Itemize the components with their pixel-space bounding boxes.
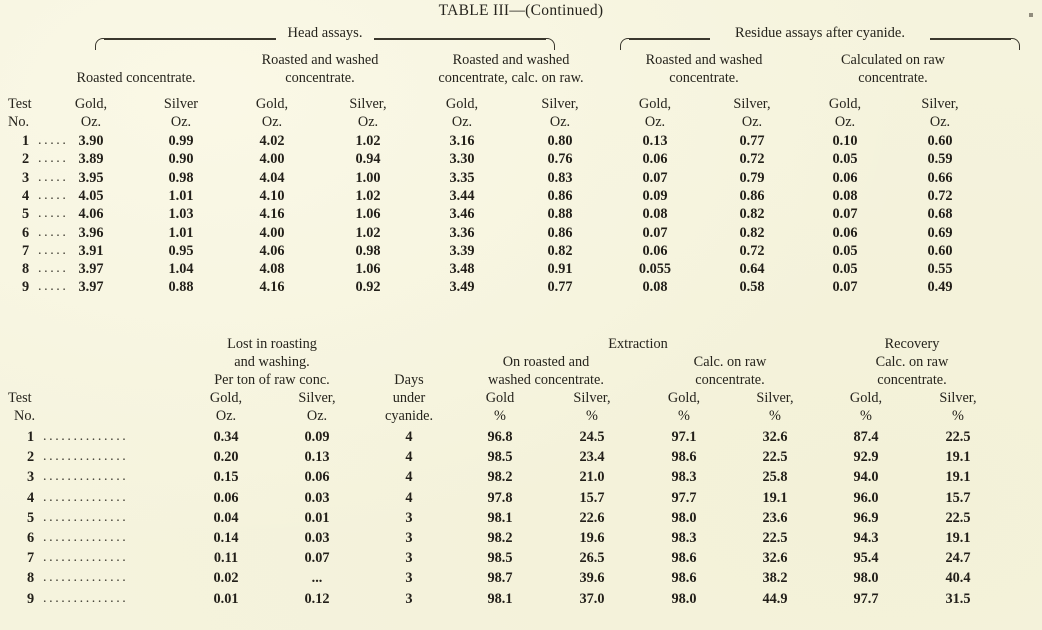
- table2-cell: 0.01: [213, 590, 239, 607]
- table1-row-leader: .....: [38, 151, 69, 167]
- table2-section-title: Recovery: [884, 336, 940, 352]
- table1-cell: 0.05: [832, 242, 858, 259]
- table2-header-metal: Silver,: [298, 390, 336, 406]
- table1-header-metal: Silver,: [921, 96, 959, 112]
- table2-header-unit: %: [952, 408, 964, 424]
- table2-cell: 38.2: [762, 570, 788, 587]
- table1-rowlabel-line1: Test: [8, 96, 32, 112]
- table2-cell: 98.2: [487, 469, 513, 486]
- table2-row-leader: ..............: [43, 590, 129, 606]
- table1-row-leader: .....: [38, 206, 69, 222]
- table2-cell: 98.5: [487, 550, 513, 567]
- table2-cell: 0.07: [304, 550, 330, 567]
- table1-cell: 0.91: [547, 261, 573, 278]
- table1-header-unit: Oz.: [451, 114, 473, 130]
- table1-cell: 0.49: [927, 279, 953, 296]
- table1-row-leader: .....: [38, 261, 69, 277]
- table1-cell: 3.35: [449, 169, 475, 186]
- table1-group-title-line2: concentrate.: [858, 70, 928, 86]
- table1-cell: 3.49: [449, 279, 475, 296]
- table2-cell: 98.6: [671, 570, 697, 587]
- table2-cell: 98.1: [487, 509, 513, 526]
- table2-cell: 39.6: [579, 570, 605, 587]
- table2-cell: 40.4: [945, 570, 971, 587]
- table1-cell: 0.08: [642, 206, 668, 223]
- table1-row-leader: .....: [38, 169, 69, 185]
- table1-cell: 0.98: [168, 169, 194, 186]
- table1-group-rule: [95, 27, 555, 49]
- table2-group-title-line2: On roasted and: [502, 354, 590, 370]
- table1-group-title-line1: Roasted and washed: [645, 52, 763, 68]
- table2-row-leader: ..............: [43, 469, 129, 485]
- table1-cell: 1.04: [168, 261, 194, 278]
- table2-row-number: 4: [27, 489, 35, 506]
- group-rule-cap-right: [1010, 38, 1020, 50]
- table2-cell: 98.0: [671, 590, 697, 607]
- table1-cell: 0.08: [642, 279, 668, 296]
- table1-cell: 0.59: [927, 151, 953, 168]
- table2-group-title-line3: Per ton of raw conc.: [214, 372, 330, 388]
- table2-cell: 98.6: [671, 550, 697, 567]
- table1-cell: 0.13: [642, 133, 668, 149]
- table1-cell: 0.07: [832, 206, 858, 223]
- table1-cell: 0.82: [547, 242, 573, 259]
- table2-section-title: Extraction: [608, 336, 668, 352]
- table1-group-title-line2: Roasted concentrate.: [76, 70, 196, 86]
- table2-cell: 4: [405, 449, 413, 466]
- table2-cell: 0.12: [304, 590, 330, 607]
- table2-cell: 98.0: [853, 570, 879, 587]
- table2-row-leader: ..............: [43, 429, 129, 444]
- table2-cell: 22.5: [762, 449, 788, 466]
- table2-cell: 24.5: [579, 429, 605, 445]
- table1-header-unit: Oz.: [741, 114, 763, 130]
- table1-cell: 1.02: [355, 224, 381, 241]
- table1-group-title-line2: concentrate.: [669, 70, 739, 86]
- table2-cell: 98.3: [671, 469, 697, 486]
- table1-header-metal: Gold,: [255, 96, 289, 112]
- table2-cell: 96.9: [853, 509, 879, 526]
- table1-cell: 0.77: [739, 133, 765, 149]
- table2-cell: 94.0: [853, 469, 879, 486]
- table2-row-leader: ..............: [43, 530, 129, 545]
- table1-header-metal: Silver: [163, 96, 199, 112]
- table1-rowlabel-line2: No.: [8, 114, 30, 130]
- table1-header-unit: Oz.: [357, 114, 379, 130]
- table1-row-number: 1: [22, 133, 30, 149]
- table2-row-leader: ..............: [43, 449, 129, 465]
- table2-header-metal: Gold,: [667, 390, 701, 406]
- table2-cell: 0.06: [304, 469, 330, 486]
- table2-cell: 32.6: [762, 429, 788, 445]
- group-rule-bar-left: [104, 38, 276, 40]
- table1-cell: 3.90: [78, 133, 104, 149]
- table1-cell: 0.05: [832, 151, 858, 168]
- table1-cell: 3.96: [78, 224, 104, 241]
- table1-cell: 3.39: [449, 242, 475, 259]
- table1-row-leader: .....: [38, 224, 69, 240]
- table1-header-metal: Gold,: [74, 96, 108, 112]
- table1-cell: 0.07: [832, 279, 858, 296]
- table1-cell: 4.10: [259, 187, 285, 204]
- table1-cell: 3.36: [449, 224, 475, 241]
- table1-cell: 4.04: [259, 169, 285, 186]
- table2-cell: 0.34: [213, 429, 239, 445]
- table2-row-number: 1: [27, 429, 35, 445]
- table2-header-under: under: [392, 390, 426, 406]
- table2-header-unit: Oz.: [306, 408, 328, 424]
- table1-cell: 0.07: [642, 224, 668, 241]
- table1-cell: 0.80: [547, 133, 573, 149]
- table1-row-number: 4: [22, 187, 30, 204]
- table2-cell: 3: [405, 550, 413, 567]
- table1-cell: 1.02: [355, 187, 381, 204]
- table2-cell: 98.2: [487, 530, 513, 546]
- table2-cell: 97.1: [671, 429, 697, 445]
- table2-rowlabel-line1: Test: [8, 390, 32, 406]
- table1-cell: 0.95: [168, 242, 194, 259]
- table2-row-number: 8: [27, 570, 35, 587]
- table1-cell: 0.09: [642, 187, 668, 204]
- table2-cell: 19.1: [945, 530, 971, 546]
- table2-cell: 19.1: [945, 449, 971, 466]
- table2-cell: 23.6: [762, 509, 788, 526]
- table2-cell: 4: [405, 469, 413, 486]
- table1-cell: 4.02: [259, 133, 285, 149]
- table1-cell: 0.60: [927, 242, 953, 259]
- table1-header-metal: Silver,: [541, 96, 579, 112]
- table1-group-title-line1: Calculated on raw: [840, 52, 946, 68]
- table1-cell: 0.86: [547, 187, 573, 204]
- table1-cell: 3.97: [78, 279, 104, 296]
- table1-cell: 0.58: [739, 279, 765, 296]
- table1-group-title-line1: Roasted and washed: [261, 52, 379, 68]
- table1-cell: 1.06: [355, 206, 381, 223]
- table1-cell: 0.98: [355, 242, 381, 259]
- table2-cell: 97.7: [853, 590, 879, 607]
- table2-cell: 92.9: [853, 449, 879, 466]
- table2-row-leader: ..............: [43, 489, 129, 505]
- table2-cell: 19.1: [945, 469, 971, 486]
- table1-header-unit: Oz.: [80, 114, 102, 130]
- page-title: TABLE III—(Continued): [438, 2, 604, 19]
- table2-row-leader: ..............: [43, 509, 129, 525]
- table1-cell: 0.10: [832, 133, 858, 149]
- table1-cell: 4.06: [259, 242, 285, 259]
- table1-cell: 1.01: [168, 224, 194, 241]
- table1-cell: 4.00: [259, 151, 285, 168]
- table2-row-number: 3: [27, 469, 35, 486]
- table1-cell: 4.16: [259, 279, 285, 296]
- table1-header-metal: Gold,: [828, 96, 862, 112]
- table2-cell: 22.5: [762, 530, 788, 546]
- table2-cell: 32.6: [762, 550, 788, 567]
- table1-cell: 0.05: [832, 261, 858, 278]
- group-rule-cap-left: [620, 38, 630, 50]
- table1-row-number: 7: [22, 242, 30, 259]
- table1-cell: 0.92: [355, 279, 381, 296]
- table2-cell: 25.8: [762, 469, 788, 486]
- table2-cell: 0.06: [213, 489, 239, 506]
- table2-header-unit: %: [494, 408, 506, 424]
- table1-cell: 1.00: [355, 169, 381, 186]
- table1-cell: 0.07: [642, 169, 668, 186]
- table2-cell: 21.0: [579, 469, 605, 486]
- table1-header-unit: Oz.: [929, 114, 951, 130]
- table1-cell: 3.89: [78, 151, 104, 168]
- table1-cell: 0.82: [739, 206, 765, 223]
- table2-cell: 19.6: [579, 530, 605, 546]
- table2-cell: 98.6: [671, 449, 697, 466]
- table2-cell: 3: [405, 590, 413, 607]
- table1-row-leader: .....: [38, 242, 69, 258]
- table2-cell: 0.11: [213, 550, 239, 567]
- table1-cell: 0.72: [739, 242, 765, 259]
- table2-header-metal: Gold: [485, 390, 515, 406]
- table1-header-metal: Gold,: [445, 96, 479, 112]
- table1-cell: 0.86: [547, 224, 573, 241]
- table1-cell: 0.76: [547, 151, 573, 168]
- table2-cell: 98.3: [671, 530, 697, 546]
- table1-cell: 0.79: [739, 169, 765, 186]
- table1-row-number: 9: [22, 279, 30, 296]
- table1-header-unit: Oz.: [261, 114, 283, 130]
- table2-cell: 98.1: [487, 590, 513, 607]
- table1-cell: 0.055: [638, 261, 672, 278]
- table1-row-leader: .....: [38, 133, 69, 148]
- table1-cell: 0.88: [168, 279, 194, 296]
- table2-cell: 15.7: [945, 489, 971, 506]
- table2-cell: 0.20: [213, 449, 239, 466]
- table1-header-unit: Oz.: [170, 114, 192, 130]
- table2-cell: 22.5: [945, 509, 971, 526]
- table2-cell: 97.8: [487, 489, 513, 506]
- table1-cell: 3.30: [449, 151, 475, 168]
- table1-cell: 0.06: [642, 151, 668, 168]
- table1-cell: 4.06: [78, 206, 104, 223]
- table1-header-unit: Oz.: [549, 114, 571, 130]
- table2-cell: 0.02: [213, 570, 239, 587]
- table2-cell: 97.7: [671, 489, 697, 506]
- table1-cell: 0.69: [927, 224, 953, 241]
- table2-header-unit: %: [769, 408, 781, 424]
- table2-group-title-line1: Lost in roasting: [227, 336, 317, 352]
- table2-cell: 96.8: [487, 429, 513, 445]
- table2-cell: ...: [311, 570, 323, 587]
- table2-cell: 3: [405, 530, 413, 546]
- table1-cell: 0.66: [927, 169, 953, 186]
- group-rule-cap-right: [545, 38, 555, 50]
- table2-cell: 31.5: [945, 590, 971, 607]
- table2-cell: 26.5: [579, 550, 605, 567]
- table2-header-metal: Gold,: [209, 390, 243, 406]
- table1-cell: 0.72: [927, 187, 953, 204]
- table2-cell: 23.4: [579, 449, 605, 466]
- table2-cell: 0.09: [304, 429, 330, 445]
- table2-group-title-line2: and washing.: [234, 354, 310, 370]
- table2-group-title-line2: Calc. on raw: [693, 354, 767, 370]
- table1-cell: 4.16: [259, 206, 285, 223]
- table2-cell: 0.04: [213, 509, 239, 526]
- table1-group-rule: [620, 27, 1020, 49]
- table2-row-number: 2: [27, 449, 35, 466]
- table2-group-title-line3: washed concentrate.: [488, 372, 604, 388]
- table2-cell: 24.7: [945, 550, 971, 567]
- table2-cell: 22.5: [945, 429, 971, 445]
- table2-cell: 15.7: [579, 489, 605, 506]
- table2-row-leader: ..............: [43, 550, 129, 566]
- table1-group-title-line2: concentrate.: [285, 70, 355, 86]
- table2-row-leader: ..............: [43, 570, 129, 586]
- table2-header-days: Days: [394, 372, 424, 388]
- table1-cell: 1.06: [355, 261, 381, 278]
- table2-group-title-line3: concentrate.: [695, 372, 765, 388]
- table1-cell: 1.03: [168, 206, 194, 223]
- table2-cell: 98.5: [487, 449, 513, 466]
- table1-cell: 3.48: [449, 261, 475, 278]
- table1-cell: 4.05: [78, 187, 104, 204]
- table2-cell: 0.15: [213, 469, 239, 486]
- table2-cell: 0.03: [304, 489, 330, 506]
- table1-header-metal: Silver,: [349, 96, 387, 112]
- table2-header-metal: Silver,: [756, 390, 794, 406]
- table2-cell: 0.13: [304, 449, 330, 466]
- table1-cell: 1.02: [355, 133, 381, 149]
- table1-cell: 0.99: [168, 133, 194, 149]
- table1-group-title-line1: Roasted and washed: [452, 52, 570, 68]
- group-rule-cap-left: [95, 38, 105, 50]
- table1-cell: 0.68: [927, 206, 953, 223]
- table1-cell: 0.83: [547, 169, 573, 186]
- table1-cell: 0.06: [642, 242, 668, 259]
- table2-header-metal: Gold,: [849, 390, 883, 406]
- table1-cell: 3.16: [449, 133, 475, 149]
- table1-row-number: 5: [22, 206, 30, 223]
- table1-cell: 0.06: [832, 169, 858, 186]
- table1-cell: 0.55: [927, 261, 953, 278]
- table2-row-number: 6: [27, 530, 35, 546]
- table2-cell: 4: [405, 489, 413, 506]
- table1-cell: 0.82: [739, 224, 765, 241]
- table2-cell: 98.7: [487, 570, 513, 587]
- table1-header-metal: Gold,: [638, 96, 672, 112]
- table2-cell: 4: [405, 429, 413, 445]
- table1-cell: 0.86: [739, 187, 765, 204]
- table1-row-number: 6: [22, 224, 30, 241]
- table1-cell: 3.46: [449, 206, 475, 223]
- table2-cell: 19.1: [762, 489, 788, 506]
- group-rule-label: Head assays.: [287, 25, 363, 41]
- table2-header-unit: Oz.: [215, 408, 237, 424]
- table2-cell: 98.0: [671, 509, 697, 526]
- table1-cell: 4.00: [259, 224, 285, 241]
- table2-cell: 0.01: [304, 509, 330, 526]
- table1-cell: 1.01: [168, 187, 194, 204]
- table2-header-metal: Silver,: [573, 390, 611, 406]
- table1-row-leader: .....: [38, 279, 69, 295]
- paper-speck: [1029, 13, 1033, 17]
- table1-group-title-line2: concentrate, calc. on raw.: [438, 70, 584, 86]
- table1-cell: 3.95: [78, 169, 104, 186]
- table2-header-unit: %: [860, 408, 872, 424]
- table2-cell: 3: [405, 509, 413, 526]
- table1-row-leader: .....: [38, 187, 69, 203]
- table1-cell: 3.44: [449, 187, 475, 204]
- table2-header-metal: Silver,: [939, 390, 977, 406]
- table2-header-cyanide: cyanide.: [384, 408, 434, 424]
- table1-cell: 0.77: [547, 279, 573, 296]
- table1-cell: 0.08: [832, 187, 858, 204]
- table1-cell: 0.64: [739, 261, 765, 278]
- table1-cell: 0.72: [739, 151, 765, 168]
- table2-row-number: 9: [27, 590, 35, 607]
- table2-cell: 44.9: [762, 590, 788, 607]
- table2-group-title-line3: concentrate.: [877, 372, 947, 388]
- table1-cell: 0.06: [832, 224, 858, 241]
- table2-cell: 0.14: [213, 530, 239, 546]
- table1-header-unit: Oz.: [834, 114, 856, 130]
- table2-cell: 3: [405, 570, 413, 587]
- table1-cell: 4.08: [259, 261, 285, 278]
- table1-row-number: 2: [22, 151, 30, 168]
- table1-cell: 0.88: [547, 206, 573, 223]
- group-rule-bar-right: [930, 38, 1011, 40]
- table2-rowlabel-line2: No.: [14, 408, 36, 424]
- table2-cell: 0.03: [304, 530, 330, 546]
- table2-row-number: 5: [27, 509, 35, 526]
- table1-row-number: 3: [22, 169, 30, 186]
- group-rule-label: Residue assays after cyanide.: [735, 25, 905, 41]
- table2-cell: 22.6: [579, 509, 605, 526]
- table1-header-metal: Silver,: [733, 96, 771, 112]
- table2-cell: 96.0: [853, 489, 879, 506]
- table2-header-unit: %: [586, 408, 598, 424]
- table2-header-unit: %: [678, 408, 690, 424]
- table2-cell: 87.4: [853, 429, 879, 445]
- table2-group-title-line2: Calc. on raw: [875, 354, 949, 370]
- table1-header-unit: Oz.: [644, 114, 666, 130]
- table2-cell: 37.0: [579, 590, 605, 607]
- table1-cell: 0.60: [927, 133, 953, 149]
- table1-cell: 0.94: [355, 151, 381, 168]
- group-rule-bar-left: [629, 38, 710, 40]
- table1-row-number: 8: [22, 261, 30, 278]
- group-rule-bar-right: [374, 38, 546, 40]
- table1-cell: 3.91: [78, 242, 104, 259]
- table2-cell: 95.4: [853, 550, 879, 567]
- table1-cell: 0.90: [168, 151, 194, 168]
- table2-cell: 94.3: [853, 530, 879, 546]
- table1-cell: 3.97: [78, 261, 104, 278]
- table2-row-number: 7: [27, 550, 35, 567]
